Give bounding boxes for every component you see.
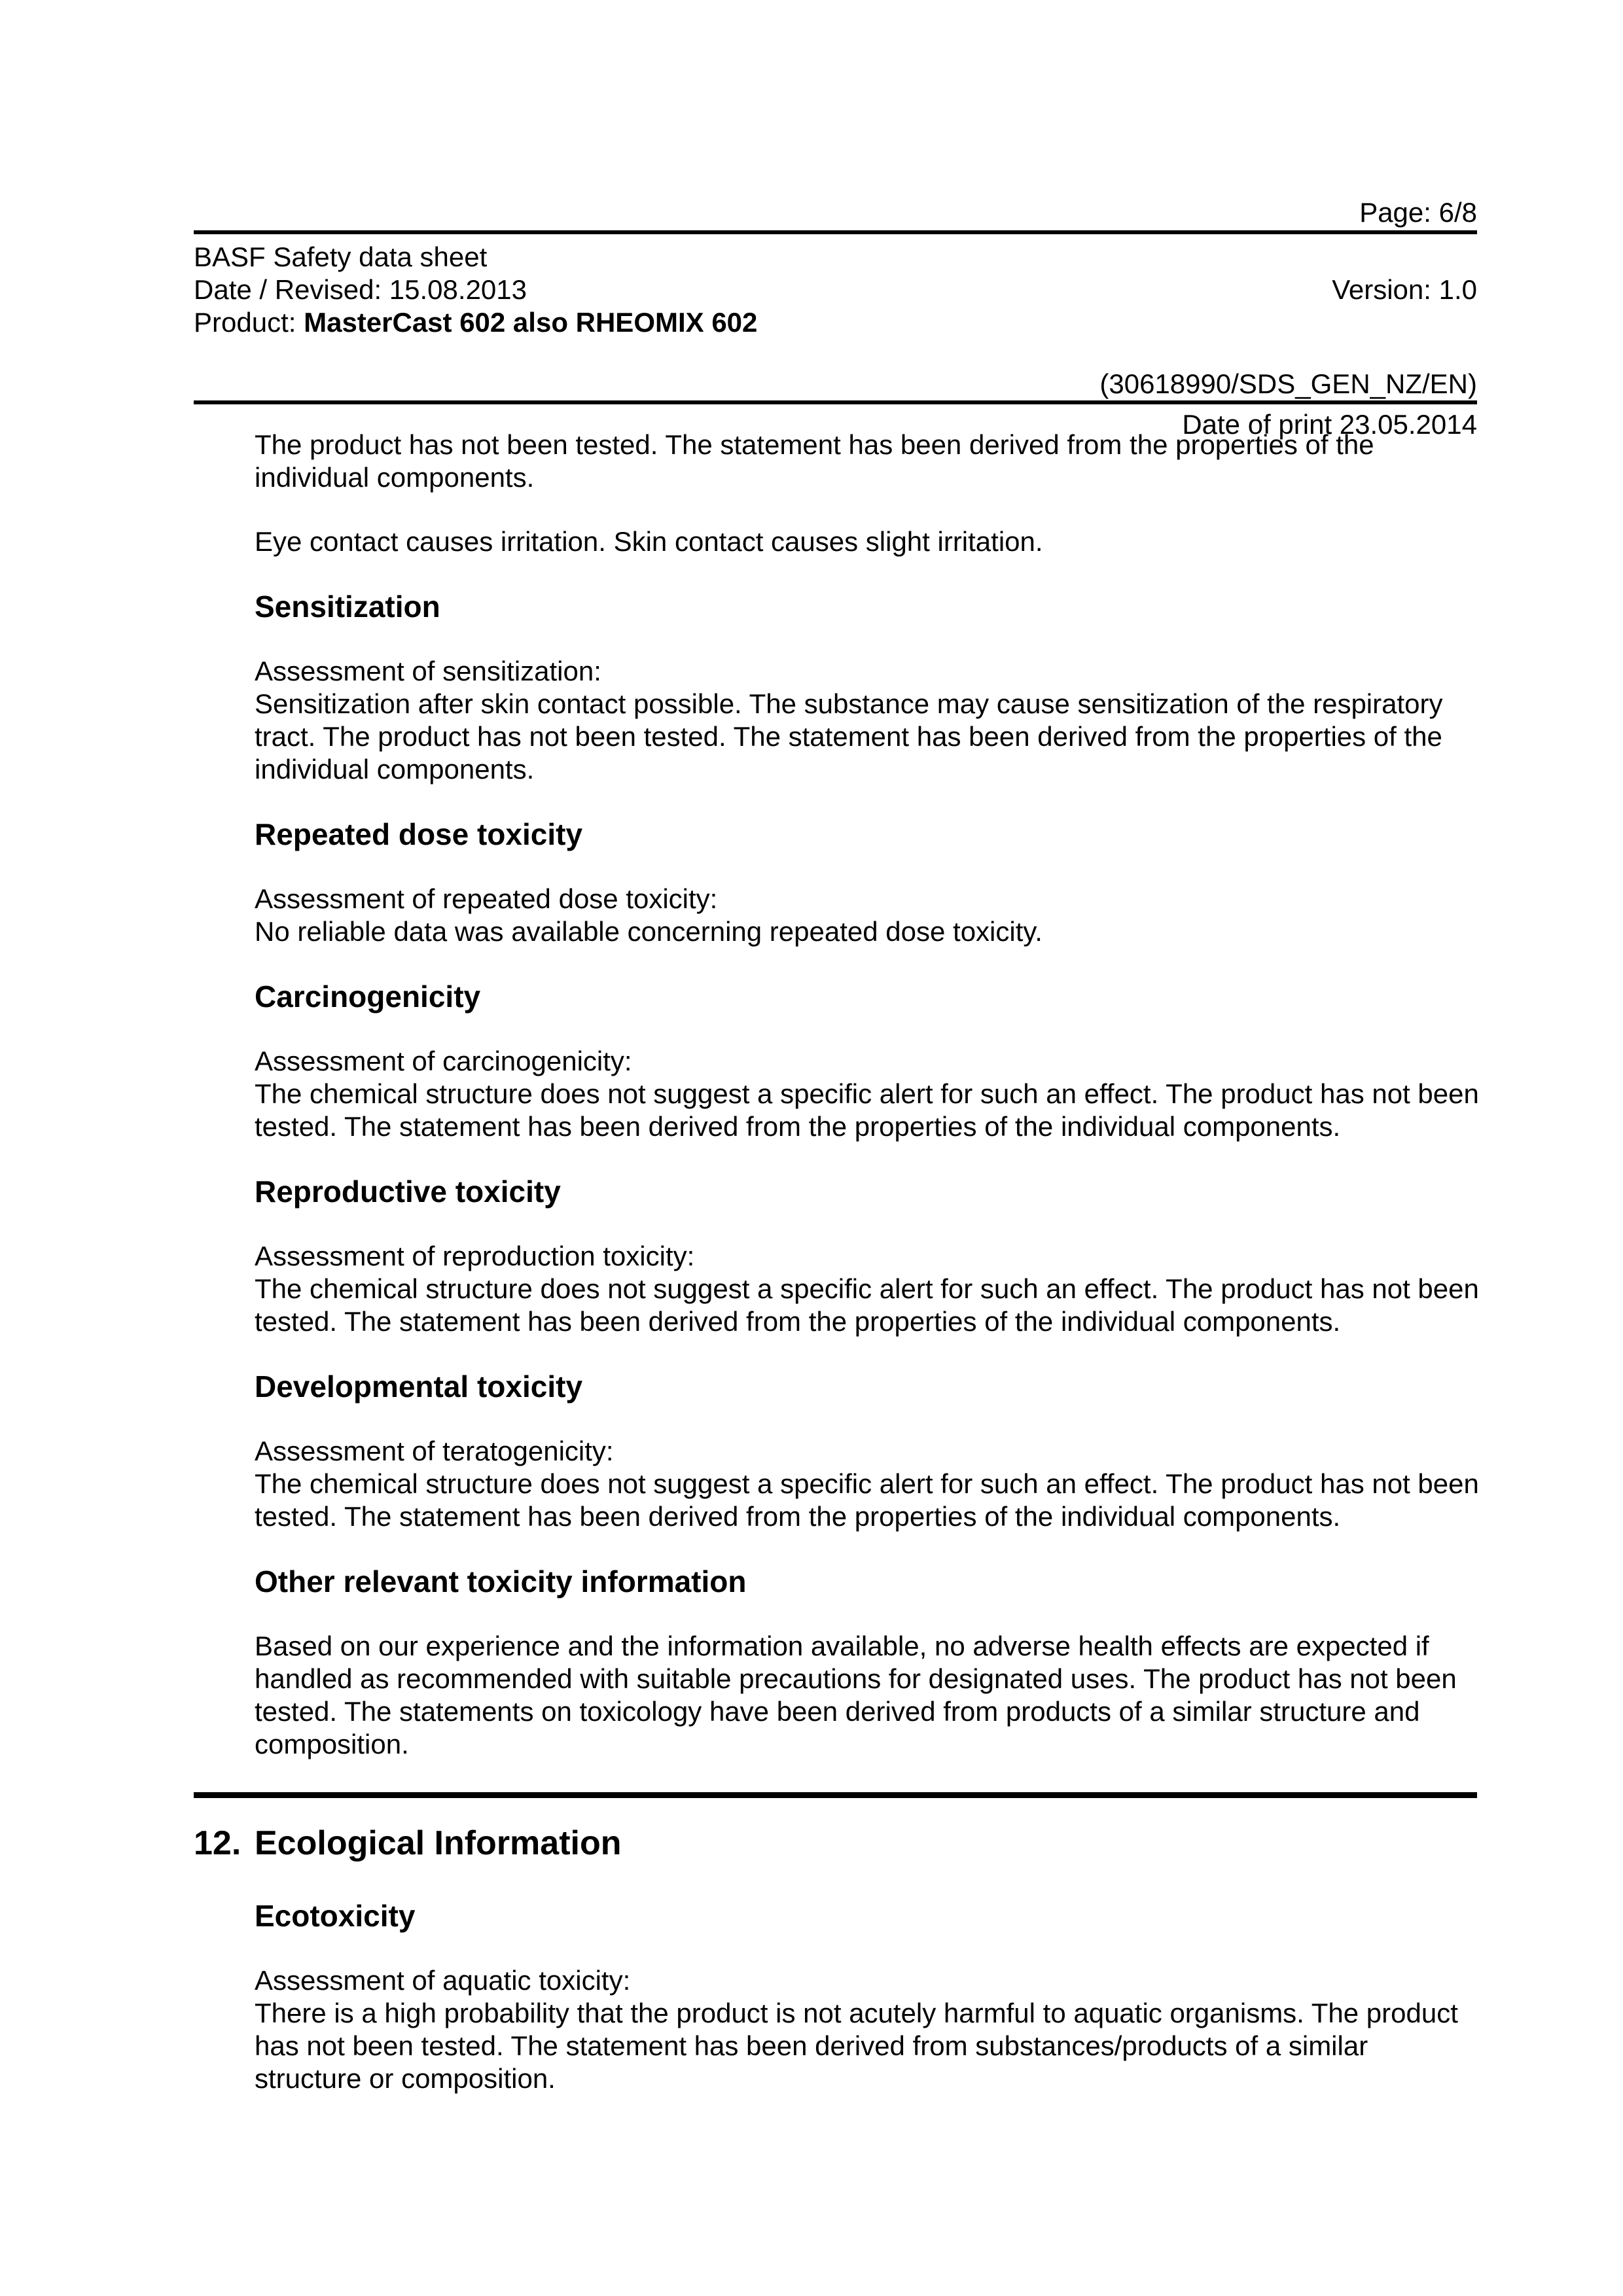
header-top-rule xyxy=(194,230,1477,234)
subsection-heading-sensitization: Sensitization xyxy=(255,590,440,624)
paragraph xyxy=(255,1964,1477,2095)
paragraph-line: individual components. xyxy=(255,754,535,785)
section-title: Ecological Information xyxy=(255,1824,622,1862)
subsection-heading-carcinogenicity: Carcinogenicity xyxy=(255,980,481,1014)
page-number-label: Page: 6/8 xyxy=(1359,197,1477,228)
doc-title: BASF Safety data sheet xyxy=(194,241,488,272)
paragraph-line: Sensitization after skin contact possible. The substance may cause sensitization of the respiratory xyxy=(255,688,1443,719)
section-divider-rule xyxy=(194,1792,1477,1798)
doc-code: (30618990/SDS_GEN_NZ/EN) xyxy=(1099,368,1477,399)
paragraph xyxy=(255,883,1477,948)
paragraph-line: The chemical structure does not suggest a specific alert for such an effect. The product has not been xyxy=(255,1468,1479,1499)
paragraph-line: tract. The product has not been tested. The statement has been derived from the properties of the xyxy=(255,721,1442,752)
revision-version-row xyxy=(194,274,1477,306)
paragraph-line: Assessment of carcinogenicity: xyxy=(255,1046,632,1076)
paragraph-line: structure or composition. xyxy=(255,2063,556,2094)
subsection-heading-repeated-dose-toxicity: Repeated dose toxicity xyxy=(255,817,583,851)
paragraph-line: Assessment of reproduction toxicity: xyxy=(255,1241,695,1271)
paragraph-line: Eye contact causes irritation. Skin contact causes slight irritation. xyxy=(255,526,1043,557)
paragraph-line: Assessment of aquatic toxicity: xyxy=(255,1965,631,1996)
product-name: MasterCast 602 also RHEOMIX 602 xyxy=(304,307,758,338)
paragraph-line: Assessment of teratogenicity: xyxy=(255,1436,614,1466)
paragraph-line: has not been tested. The statement has been derived from substances/products of a similar xyxy=(255,2030,1368,2061)
page-body xyxy=(194,429,1479,2127)
paragraph-line: The chemical structure does not suggest a specific alert for such an effect. The product has not been xyxy=(255,1078,1479,1109)
paragraph-line: The product has not been tested. The statement has been derived from the properties of the xyxy=(255,429,1374,460)
paragraph xyxy=(255,525,1477,558)
section-heading-ecological-information xyxy=(194,1824,1477,1862)
print-date: Date of print 23.05.2014 xyxy=(1182,409,1477,440)
paragraph-line: tested. The statement has been derived from the properties of the individual components. xyxy=(255,1501,1341,1532)
paragraph-line: Assessment of sensitization: xyxy=(255,656,601,686)
paragraph-line: tested. The statement has been derived from the properties of the individual components. xyxy=(255,1111,1341,1142)
paragraph xyxy=(255,1630,1477,1761)
subsection-heading-other-relevant-toxicity: Other relevant toxicity information xyxy=(255,1564,747,1598)
product-label: Product: xyxy=(194,307,296,338)
product-line xyxy=(194,306,1477,339)
paragraph-line: tested. The statements on toxicology have been derived from products of a similar structure and xyxy=(255,1696,1420,1727)
paragraph-line: Based on our experience and the information available, no adverse health effects are expected if xyxy=(255,1631,1429,1661)
paragraph xyxy=(255,1045,1477,1143)
subsection-heading-reproductive-toxicity: Reproductive toxicity xyxy=(255,1174,561,1209)
paragraph-line: The chemical structure does not suggest a specific alert for such an effect. The product has not been xyxy=(255,1273,1479,1304)
paragraph xyxy=(255,429,1477,494)
paragraph-line: No reliable data was available concerning repeated dose toxicity. xyxy=(255,916,1043,947)
paragraph-line: composition. xyxy=(255,1729,409,1759)
header-bottom-rule xyxy=(194,400,1477,404)
paragraph-line: tested. The statement has been derived from the properties of the individual components. xyxy=(255,1306,1341,1337)
paragraph-line: Assessment of repeated dose toxicity: xyxy=(255,883,718,914)
version-label: Version: 1.0 xyxy=(1332,274,1477,305)
paragraph-line: handled as recommended with suitable precautions for designated uses. The product has not been xyxy=(255,1663,1457,1694)
subsection-heading-developmental-toxicity: Developmental toxicity xyxy=(255,1369,583,1404)
section-number: 12. xyxy=(194,1824,241,1862)
subsection-heading-ecotoxicity: Ecotoxicity xyxy=(255,1899,416,1933)
paragraph-line: There is a high probability that the product is not acutely harmful to aquatic organisms. The product xyxy=(255,1998,1458,2028)
paragraph xyxy=(255,1435,1477,1533)
date-revised: Date / Revised: 15.08.2013 xyxy=(194,274,527,305)
paragraph xyxy=(255,1240,1477,1338)
paragraph-line: individual components. xyxy=(255,462,535,493)
paragraph xyxy=(255,655,1477,786)
